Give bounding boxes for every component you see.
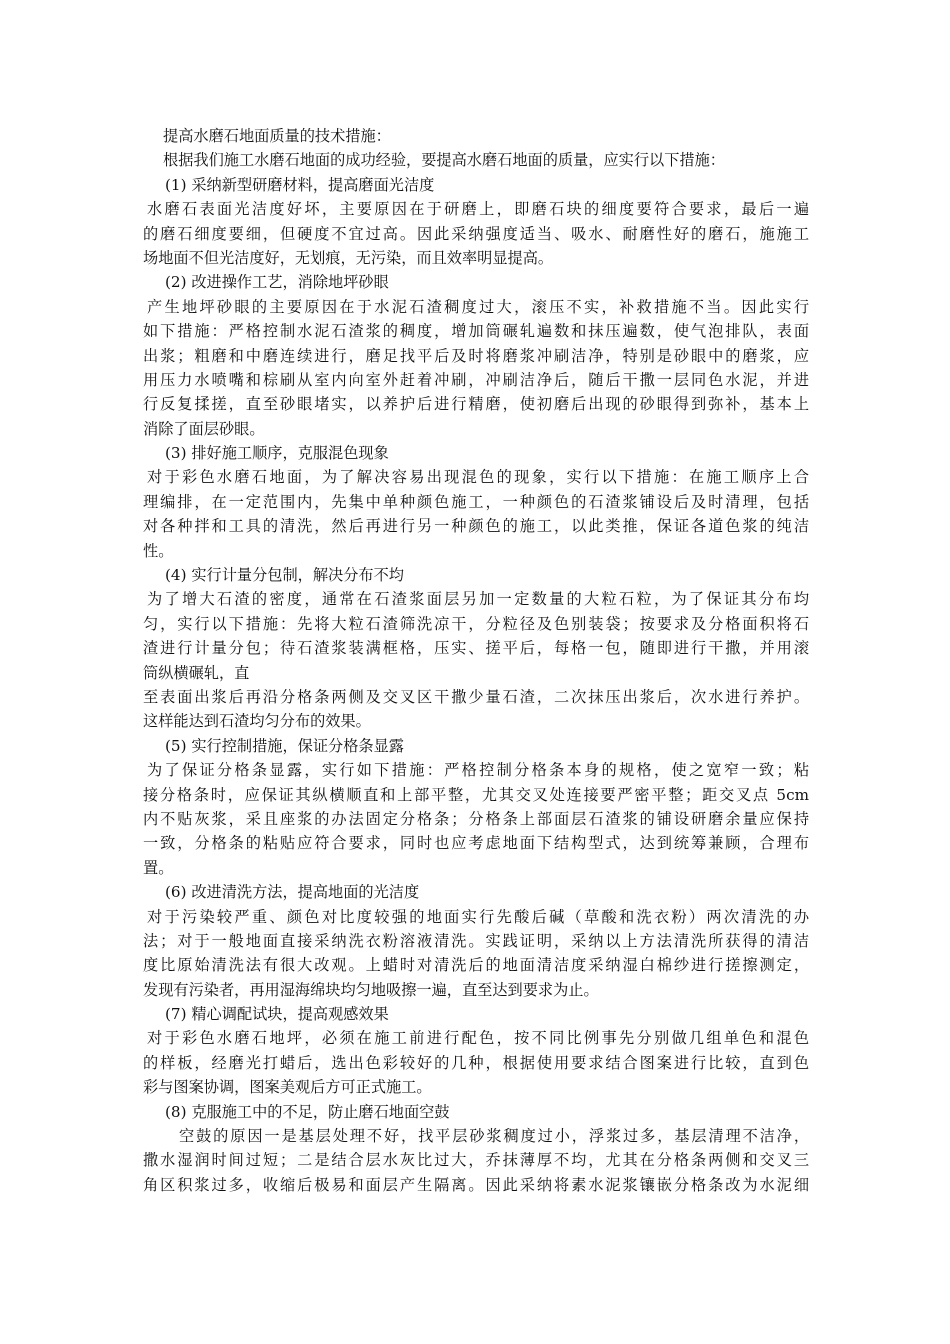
section-heading-1: (1) 采纳新型研磨材料，提高磨面光洁度 [165,175,435,194]
doc-title: 提高水磨石地面质量的技术措施： [163,127,391,145]
section-heading-5: (5) 实行控制措施，保证分格条显露 [165,736,404,755]
text-line: 为了保证分格条显露，实行如下措施：严格控制分格条本身的规格，使之宽窄一致；粘 [147,761,809,780]
section-heading-3: (3) 排好施工顺序，克服混色现象 [165,444,389,463]
text-line: 对于彩色水磨石地面，为了解决容易出现混色的现象，实行以下措施：在施工顺序上合 [147,468,809,487]
text-line: 角区积浆过多，收缩后极易和面层产生隔离。因此采纳将素水泥浆镶嵌分格条改为水泥细 [143,1175,809,1194]
text-line: 为了增大石渣的密度，通常在石渣浆面层另加一定数量的大粒石粒，为了保证其分布均 [147,590,809,609]
text-line: 度比原始清洗法有很大改观。上蜡时对清洗后的地面清洁度采纳湿白棉纱进行搓擦测定， [143,956,809,975]
text-line: 彩与图案协调，图案美观后方可正式施工。 [143,1078,432,1097]
text-line: 匀，实行以下措施：先将大粒石渣筛洗凉干，分粒径及色别装袋；按要求及分格面积将石 [143,614,809,633]
section-heading-4: (4) 实行计量分包制，解决分布不均 [165,566,404,585]
text-line: 对于污染较严重、颜色对比度较强的地面实行先酸后碱（草酸和洗衣粉）两次清洗的办 [147,907,809,926]
text-line: 的样板，经磨光打蜡后，选出色彩较好的几种，根据使用要求结合图案进行比较，直到色 [143,1053,809,1072]
text-line: 对各种拌和工具的清洗，然后再进行另一种颜色的施工，以此类推，保证各道色浆的纯洁 [143,517,809,536]
section-heading-7: (7) 精心调配试块，提高观感效果 [165,1005,389,1024]
text-line: 场地面不但光洁度好，无划痕，无污染，而且效率明显提高。 [143,248,554,267]
text-line: 发现有污染者，再用湿海绵块均匀地吸擦一遍，直至达到要求为止。 [143,980,599,999]
text-line: 至表面出浆后再沿分格条两侧及交叉区干撒少量石渣，二次抹压出浆后，次水进行养护。 [143,687,809,706]
section-heading-2: (2) 改进操作工艺，消除地坪砂眼 [165,273,389,292]
section-heading-8: (8) 克服施工中的不足，防止磨石地面空鼓 [165,1102,450,1121]
text-line: 如下措施：严格控制水泥石渣浆的稠度，增加筒碾轧遍数和抹压遍数，使气泡排队，表面 [143,322,809,341]
text-line: 行反复揉搓，直至砂眼堵实，以养护后进行精磨，使初磨后出现的砂眼得到弥补，基本上 [143,395,809,414]
text-line: 内不贴灰浆，采且座浆的办法固定分格条；分格条上部面层石渣浆的铺设研磨余量应保持 [143,809,809,828]
document-body [143,124,809,1197]
text-line: 性。 [143,541,174,560]
text-line: 渣进行计量分包；待石渣浆装满框格，压实、搓平后，每格一包，随即进行干撒，并用滚 [143,639,809,658]
text-line: 置。 [143,858,174,877]
text-line: 接分格条时，应保证其纵横顺直和上部平整，尤其交叉处连接要严密平整；距交叉点 5cm [143,785,809,804]
text-line: 产生地坪砂眼的主要原因在于水泥石渣稠度过大，滚压不实，补救措施不当。因此实行 [147,297,809,316]
text-line: 一致，分格条的粘贴应符合要求，同时也应考虑地面下结构型式，达到统筹兼顾，合理布 [143,834,809,853]
text-line: 这样能达到石渣均匀分布的效果。 [143,712,371,731]
text-line: 消除了面层砂眼。 [143,419,265,438]
text-line: 用压力水喷嘴和棕刷从室内向室外赶着冲刷，冲刷洁净后，随后干撒一层同色水泥，并进 [143,370,809,389]
intro-line: 根据我们施工水磨石地面的成功经验，要提高水磨石地面的质量，应实行以下措施： [163,151,725,170]
text-line: 法；对于一般地面直接采纳洗衣粉溶液清洗。实践证明，采纳以上方法清洗所获得的清洁 [143,931,809,950]
text-line: 理编排，在一定范围内，先集中单种颜色施工，一种颜色的石渣浆铺设后及时清理，包括 [143,492,809,511]
text-line: 对于彩色水磨石地坪，必须在施工前进行配色，按不同比例事先分别做几组单色和混色 [147,1029,809,1048]
text-line: 的磨石细度要细，但硬度不宜过高。因此采纳强度适当、吸水、耐磨性好的磨石，施施工 [143,224,809,243]
text-line: 空鼓的原因一是基层处理不好，找平层砂浆稠度过小，浮浆过多，基层清理不洁净， [179,1127,809,1146]
text-line: 撒水湿润时间过短；二是结合层水灰比过大，乔抹薄厚不均，尤其在分格条两侧和交叉三 [143,1151,809,1170]
text-line: 水磨石表面光洁度好坏，主要原因在于研磨上，即磨石块的细度要符合要求，最后一遍 [147,200,809,219]
section-heading-6: (6) 改进清洗方法，提高地面的光洁度 [165,883,420,902]
text-line: 筒纵横碾轧，直 [143,663,250,682]
text-line: 出浆；粗磨和中磨连续进行，磨足找平后及时将磨浆冲刷洁净，特别是砂眼中的磨浆，应 [143,346,809,365]
